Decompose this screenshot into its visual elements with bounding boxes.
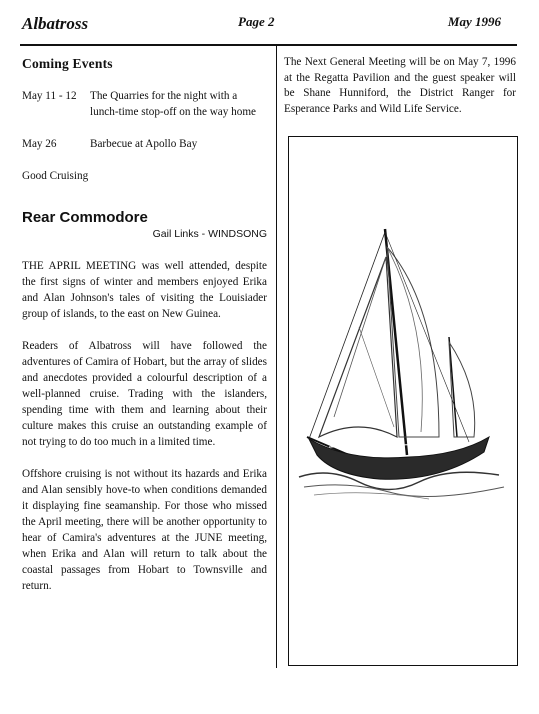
article-paragraph: THE APRIL MEETING was well attended, despite the first signs of winter and members enjoyed Erika and Alan Johnson's tales of visiting the Louisiader group of islands, to the east on New Guinea.: [22, 260, 267, 320]
right-column: [284, 55, 516, 133]
coming-events-heading: Coming Events: [22, 56, 113, 71]
event-description: Barbecue at Apollo Bay: [90, 138, 198, 150]
article-paragraph: Readers of Albatross will have followed the adventures of Camira of Hobart, but the array of slides and anecdotes provided a colourful description of a well-planned cruise. Trading with the islanders, spending time with them and learning about their culture makes this cruise an outstanding example of not trying to do too much in a limited time.: [22, 340, 267, 448]
illustration-frame: [288, 136, 518, 666]
event-item: [22, 136, 267, 152]
event-date: May 26: [22, 138, 57, 150]
issue-date: May 1996: [447, 14, 501, 29]
sailing-ship-sketch-icon: [289, 137, 519, 667]
event-description: The Quarries for the night with a lunch-time stop-off on the way home: [90, 90, 257, 118]
event-item: [22, 88, 267, 120]
sign-off: Good Cruising: [22, 170, 89, 182]
left-column: [22, 56, 267, 610]
article-paragraph: Offshore cruising is not without its hazards and Erika and Alan sensibly hove-to when conditions demanded it displaying fine seamanship. For those who missed the April meeting, there will be another opportunity to hear of Camira's adventures at the JUNE meeting, when Erika and Alan will return to talk about the coastal passages from Hobart to Townsville and return.: [22, 468, 267, 592]
next-meeting-notice: The Next General Meeting will be on May 7, 1996 at the Regatta Pavilion and the guest speaker will be Shane Hunniford, the District Ranger for Esperance Parks and Wild Life Service.: [284, 56, 516, 115]
column-divider: [276, 46, 277, 668]
newsletter-title: Albatross: [22, 14, 89, 33]
event-date: May 11 - 12: [22, 90, 77, 102]
page-label: Page 2: [238, 14, 275, 29]
header-rule: [20, 44, 517, 46]
rear-commodore-heading: Rear Commodore: [22, 209, 148, 226]
byline: Gail Links - WINDSONG: [152, 228, 267, 240]
